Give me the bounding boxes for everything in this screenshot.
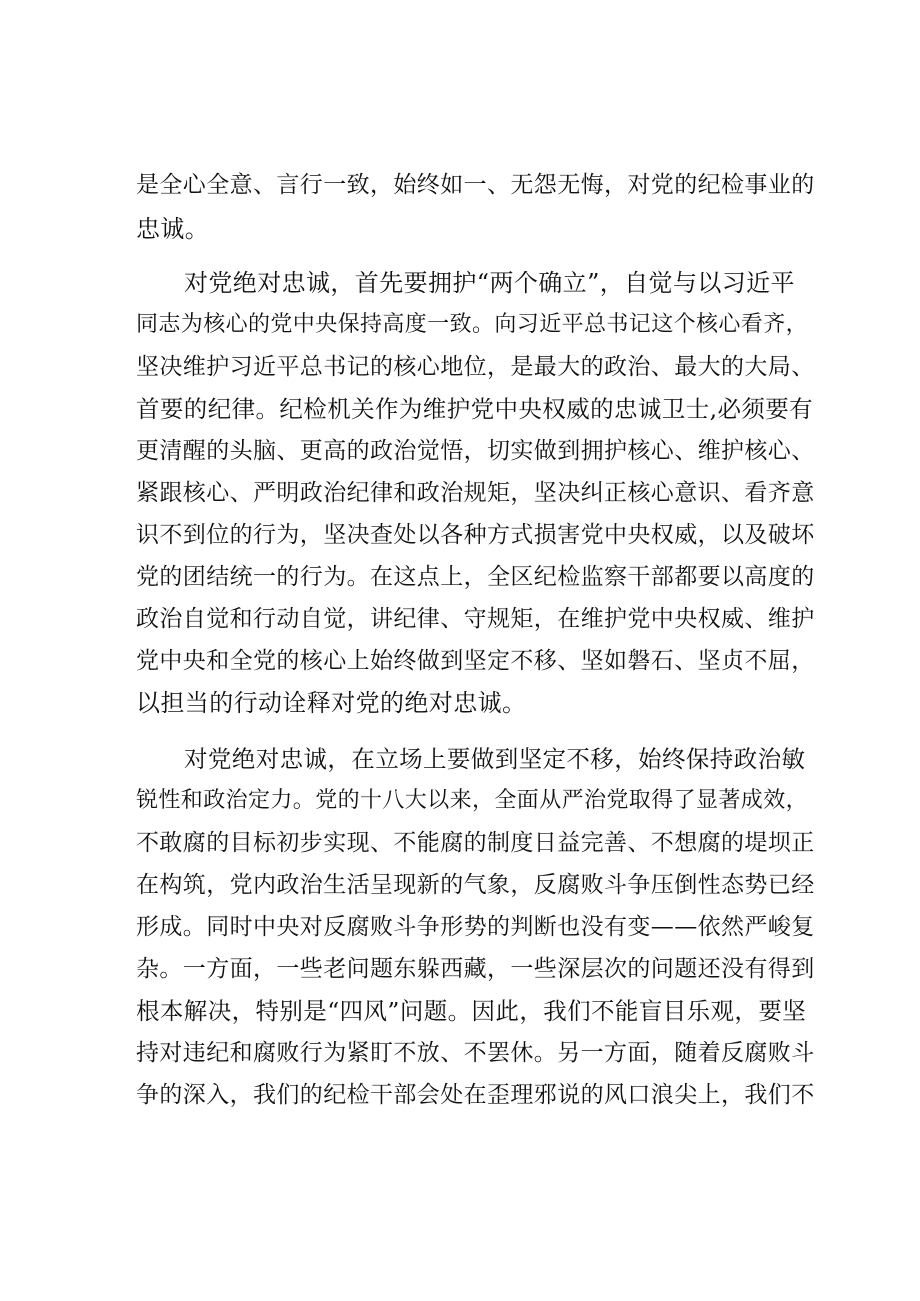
text-line: 坚决维护习近平总书记的核心地位，是最大的政治、最大的大局、 [136, 354, 815, 380]
text-line: 党中央和全党的核心上始终做到坚定不移、坚如磐石、坚贞不屈， [136, 648, 815, 674]
text-line: 形成。同时中央对反腐败斗争形势的判断也没有变——依然严峻复 [136, 914, 815, 940]
text-line: 根本解决，特别是“四风”问题。因此，我们不能盲目乐观，要坚 [136, 997, 807, 1025]
text-line: 紧跟核心、严明政治纪律和政治规矩，坚决纠正核心意识、看齐意 [136, 480, 815, 506]
text-line: 在构筑，党内政治生活呈现新的气象，反腐败斗争压倒性态势已经 [136, 872, 815, 898]
text-line: 同志为核心的党中央保持高度一致。向习近平总书记这个核心看齐， [136, 312, 809, 337]
text-line: 争的深入，我们的纪检干部会处在歪理邪说的风口浪尖上，我们不 [136, 1082, 815, 1108]
text-line: 忠诚。 [136, 215, 210, 243]
text-line: 持对违纪和腐败行为紧盯不放、不罢休。另一方面，随着反腐败斗 [136, 1040, 815, 1066]
text-line: 杂。一方面，一些老问题东躲西藏，一些深层次的问题还没有得到 [136, 956, 815, 982]
text-line: 首要的纪律。纪检机关作为维护党中央权威的忠诚卫士,必须要有 [136, 395, 814, 423]
text-line: 以担当的行动诠释对党的绝对忠诚。 [136, 689, 527, 717]
text-line: 是全心全意、言行一致，始终如一、无怨无悔，对党的纪检事业的 [136, 172, 815, 198]
text-line: 对党绝对忠诚，在立场上要做到坚定不移，始终保持政治敏 [184, 745, 806, 773]
text-line: 对党绝对忠诚，首先要拥护“两个确立”，自觉与以习近平 [184, 269, 795, 297]
text-line: 锐性和政治定力。党的十八大以来，全面从严治党取得了显著成效， [136, 788, 809, 813]
text-line: 政治自觉和行动自觉，讲纪律、守规矩，在维护党中央权威、维护 [136, 606, 815, 632]
text-line: 不敢腐的目标初步实现、不能腐的制度日益完善、不想腐的堤坝正 [136, 830, 815, 856]
text-line: 识不到位的行为，坚决查处以各种方式损害党中央权威，以及破坏 [136, 522, 815, 548]
text-line: 更清醒的头脑、更高的政治觉悟，切实做到拥护核心、维护核心、 [136, 438, 815, 464]
text-line: 党的团结统一的行为。在这点上，全区纪检监察干部都要以高度的 [136, 564, 815, 590]
